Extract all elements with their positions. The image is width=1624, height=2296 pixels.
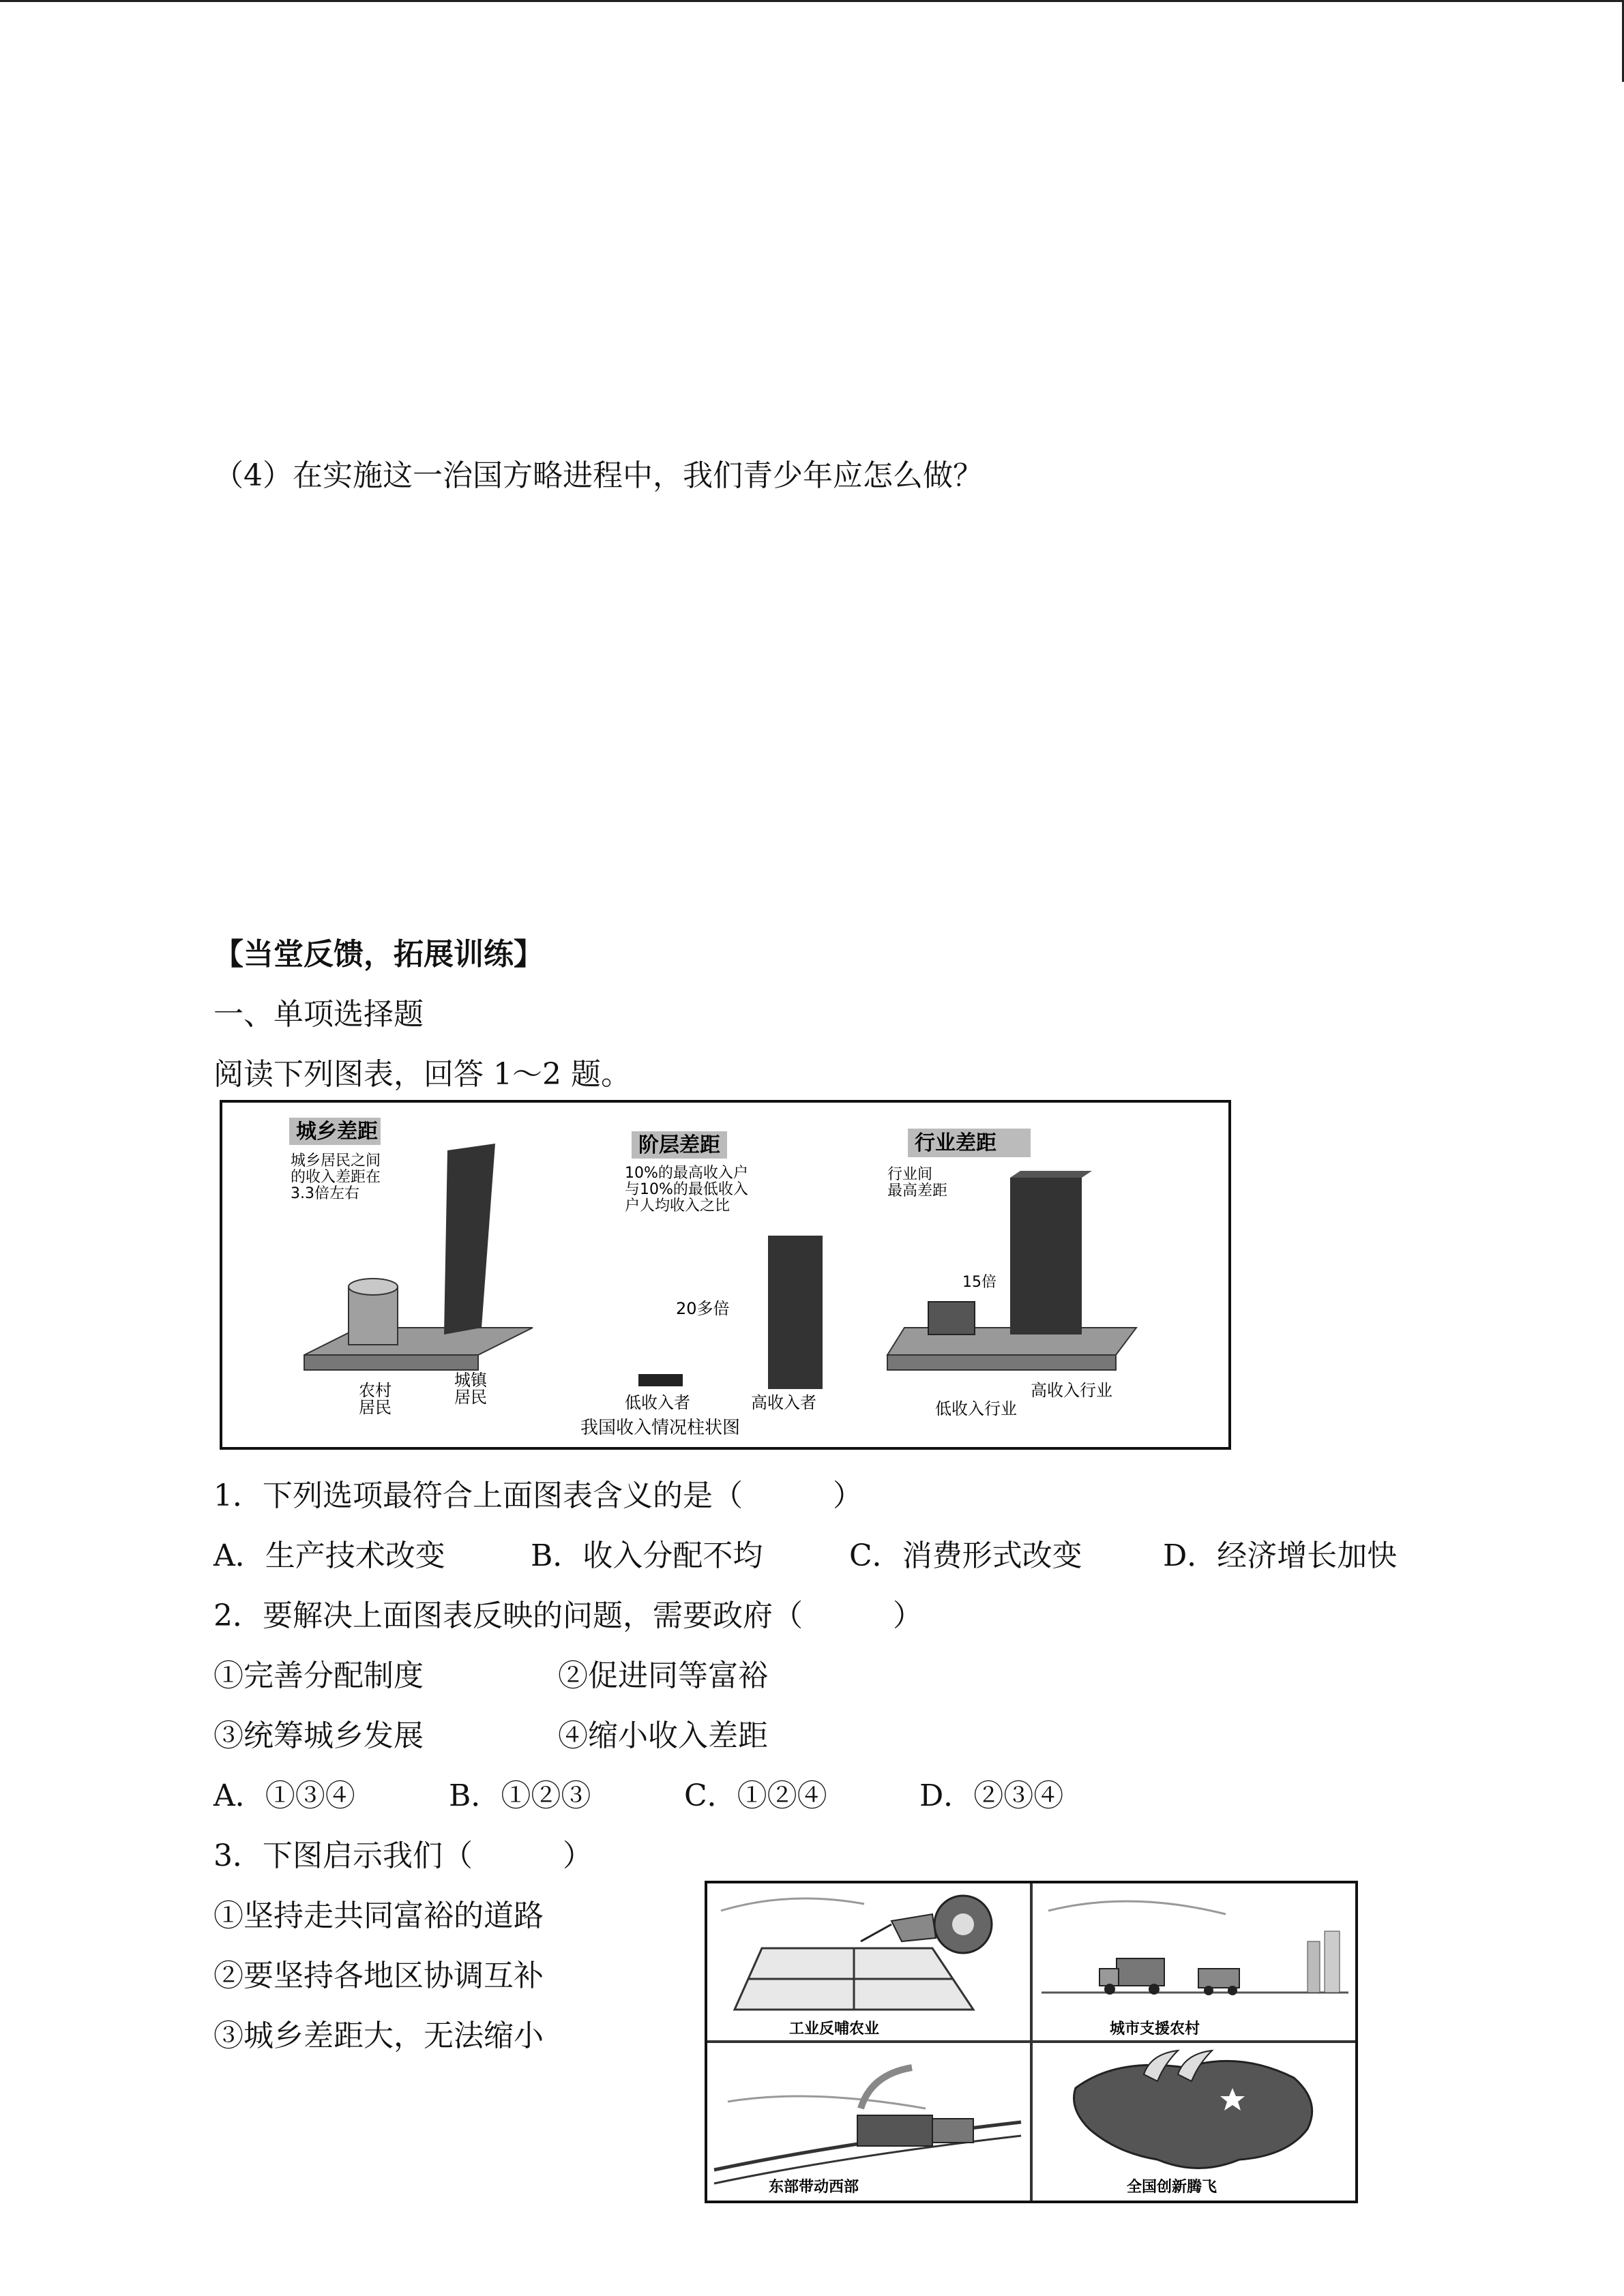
- sky-line: [721, 1898, 864, 1911]
- chart-base: [304, 1328, 533, 1355]
- cartoon-panel-east-west: [714, 2068, 1021, 2196]
- q2-item-4: ④缩小收入差距: [558, 1718, 768, 1753]
- q2-option-d[interactable]: D．②③④: [919, 1778, 1064, 1813]
- bar-label: 低收入者: [625, 1393, 690, 1412]
- wheel: [1104, 1984, 1115, 1995]
- q2-item-3: ③统筹城乡发展: [213, 1718, 424, 1753]
- section-title: 【当堂反馈，拓展训练】: [213, 937, 544, 972]
- q2-item-2: ②促进同等富裕: [558, 1658, 768, 1693]
- truck-cab: [1099, 1969, 1119, 1986]
- bar-low-income: [638, 1374, 683, 1386]
- q1-option-b[interactable]: B．收入分配不均: [531, 1538, 763, 1573]
- bar-label: 城镇: [454, 1371, 487, 1390]
- cartoon-caption: 工业反哺农业: [789, 2021, 880, 2038]
- q2-option-a[interactable]: A．①③④: [213, 1778, 355, 1813]
- cartoon-caption: 东部带动西部: [769, 2179, 859, 2196]
- truck-icon: [1198, 1969, 1239, 1988]
- gear-hub: [952, 1913, 974, 1935]
- panel-note-line: 3.3倍左右: [291, 1185, 359, 1202]
- wheel: [1204, 1986, 1213, 1995]
- q1-option-c[interactable]: C．消费形式改变: [849, 1538, 1082, 1573]
- cartoon-panel-industry-agriculture: [721, 1896, 992, 2038]
- panel-note-line: 行业间: [887, 1166, 933, 1183]
- panel-class-gap: [580, 1131, 823, 1438]
- panel-note-line: 户人均收入之比: [625, 1197, 730, 1214]
- bar-high-industry-top: [1010, 1171, 1092, 1178]
- cartoon-panel-city-countryside: [1042, 1901, 1348, 2038]
- question-2-stem: 2．要解决上面图表反映的问题，需要政府（ ）: [213, 1598, 923, 1633]
- wheel: [1149, 1984, 1160, 1995]
- bar-rural-top: [349, 1279, 398, 1295]
- q2-option-c[interactable]: C．①②④: [684, 1778, 827, 1813]
- building-icon: [1308, 1941, 1320, 1993]
- bar-low-industry: [928, 1302, 975, 1335]
- cartoon-caption: 城市支援农村: [1110, 2021, 1200, 2038]
- cartoon-figure: [705, 1881, 1358, 2203]
- bar-label: 居民: [359, 1398, 392, 1417]
- train-car: [932, 2119, 973, 2143]
- part-title: 一、单项选择题: [213, 997, 424, 1032]
- q2-item-1: ①完善分配制度: [213, 1658, 424, 1693]
- cartoon-panel-nation-innovation: [1074, 2051, 1312, 2196]
- bar-urban: [444, 1144, 495, 1335]
- panel-urban-rural: [289, 1118, 533, 1417]
- bar-label: 高收入者: [751, 1393, 816, 1412]
- building-icon: [1325, 1931, 1340, 1993]
- income-chart-svg: [222, 1103, 1228, 1447]
- panel-note-line: 的收入差距在: [291, 1169, 381, 1186]
- panel-note-line: 城乡居民之间: [291, 1152, 381, 1169]
- panel-title: 城乡差距: [296, 1120, 378, 1144]
- chart-base-front: [304, 1355, 478, 1370]
- watering-can-icon: [891, 1914, 936, 1941]
- panel-note-line: 与10%的最低收入: [625, 1181, 748, 1198]
- cartoon-svg: [707, 1883, 1355, 2201]
- bar-high-income: [768, 1236, 823, 1389]
- q3-item-1: ①坚持走共同富裕的道路: [213, 1898, 544, 1933]
- q3-item-2: ②要坚持各地区协调互补: [213, 1958, 544, 1993]
- bar-label: 居民: [454, 1388, 487, 1407]
- page-top-border: [0, 0, 1624, 2]
- q2-option-b[interactable]: B．①②③: [449, 1778, 591, 1813]
- train-icon: [857, 2115, 932, 2146]
- q1-option-a[interactable]: A．生产技术改变: [213, 1538, 445, 1573]
- q3-item-3: ③城乡差距大，无法缩小: [213, 2018, 544, 2053]
- instruction: 阅读下列图表，回答 1～2 题。: [213, 1057, 631, 1092]
- chart-base-front: [887, 1355, 1116, 1370]
- question-4-text: （4）在实施这一治国方略进程中，我们青少年应怎么做？: [213, 458, 983, 493]
- q1-option-d[interactable]: D．经济增长加快: [1163, 1538, 1398, 1573]
- bar-label: 低收入行业: [935, 1399, 1017, 1418]
- income-chart-figure: [220, 1100, 1231, 1450]
- panel-title: 阶层差距: [638, 1133, 720, 1157]
- bar-high-industry: [1010, 1178, 1082, 1335]
- truck-icon: [1117, 1958, 1164, 1986]
- bar-label: 高收入行业: [1031, 1381, 1112, 1400]
- sky-line: [728, 2096, 926, 2108]
- panel-note-line: 最高差距: [887, 1182, 948, 1199]
- bar-label: 农村: [359, 1381, 392, 1400]
- wheel: [1228, 1986, 1237, 1995]
- cartoon-caption: 全国创新腾飞: [1127, 2179, 1217, 2196]
- sky-line: [1048, 1901, 1226, 1914]
- watering-spout: [861, 1924, 891, 1941]
- value-label: 15倍: [962, 1274, 996, 1291]
- value-label: 20多倍: [676, 1299, 730, 1318]
- panel-title: 行业差距: [915, 1131, 996, 1155]
- panel-note-line: 10%的最高收入户: [625, 1165, 748, 1182]
- panel-industry-gap: [887, 1129, 1136, 1418]
- question-1-stem: 1．下列选项最符合上面图表含义的是（ ）: [213, 1478, 863, 1513]
- chart-caption: 我国收入情况柱状图: [580, 1418, 741, 1438]
- question-3-stem: 3．下图启示我们（ ）: [213, 1838, 593, 1873]
